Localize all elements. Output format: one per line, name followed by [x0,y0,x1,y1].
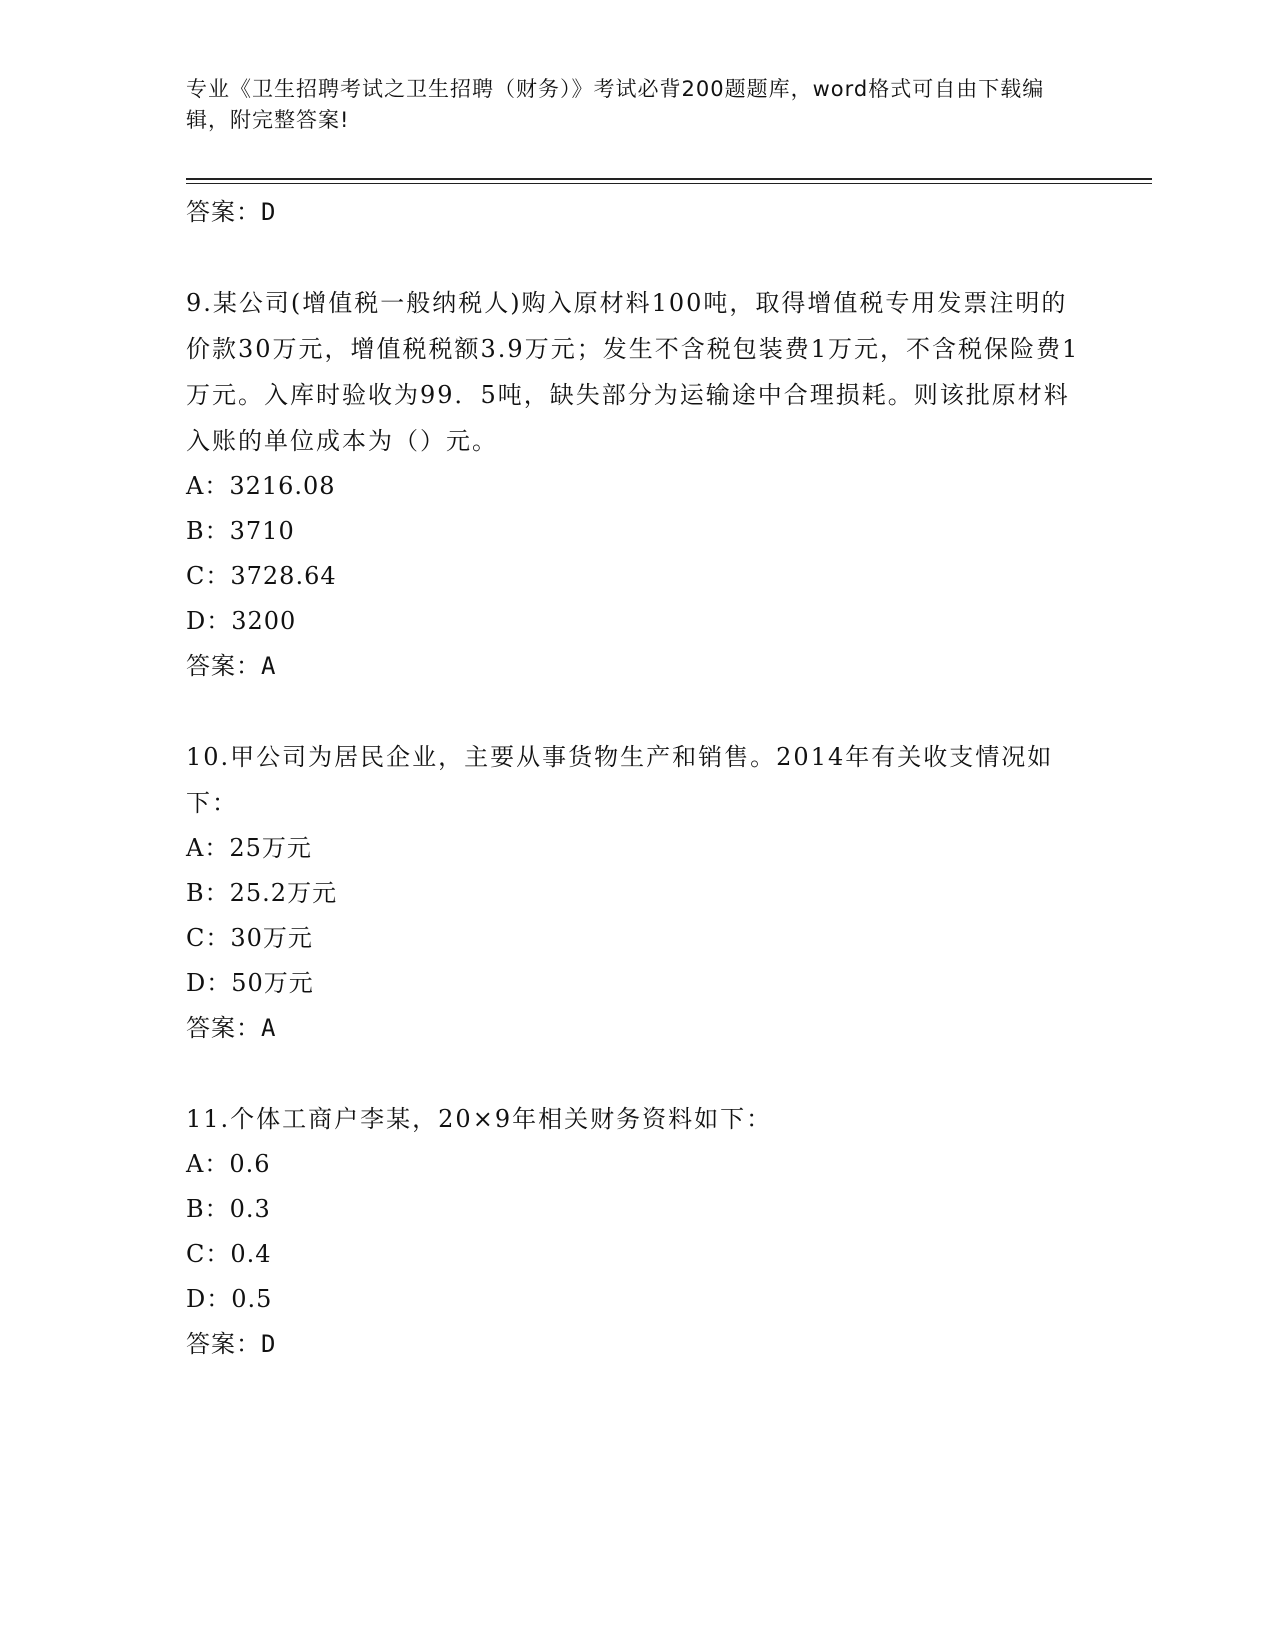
option-a: A：3216.08 [186,472,336,500]
question-item [186,1096,1086,1366]
question-text: 9.某公司(增值税一般纳税人)购入原材料100吨，取得增值税专用发票注明的价款30万元，增值税税额3.9万元；发生不含税包装费1万元，不含税保险费1万元。入库时验收为99．5吨，缺失部分为运输途中合理损耗。则该批原材料入账的单位成本为（）元。 [186,289,1080,455]
question-list [186,190,1086,1366]
option-b: B：25.2万元 [186,879,338,907]
question-text: 11.个体工商户李某，20×9年相关财务资料如下： [186,1105,773,1133]
header-divider-thick [186,178,1152,180]
option-a: A：25万元 [186,834,312,862]
option-b: B：0.3 [186,1195,271,1223]
option-a: A：0.6 [186,1150,271,1178]
question-item [186,280,1086,688]
option-c: C：3728.64 [186,562,337,590]
option-d: D：50万元 [186,969,314,997]
option-c: C：30万元 [186,924,313,952]
option-c: C：0.4 [186,1240,272,1268]
option-b: B：3710 [186,517,295,545]
previous-answer: 答案：D [186,198,277,226]
question-item [186,734,1086,1050]
question-answer: 答案：D [186,1330,277,1358]
document-header-title: 专业《卫生招聘考试之卫生招聘（财务）》考试必背200题题库，word格式可自由下载编辑，附完整答案! [186,77,1045,132]
question-answer: 答案：A [186,1014,277,1042]
header-divider-thin [186,183,1152,184]
option-d: D：3200 [186,607,297,635]
question-text: 10.甲公司为居民企业，主要从事货物生产和销售。2014年有关收支情况如下： [186,743,1054,817]
question-answer: 答案：A [186,652,277,680]
option-d: D：0.5 [186,1285,273,1313]
